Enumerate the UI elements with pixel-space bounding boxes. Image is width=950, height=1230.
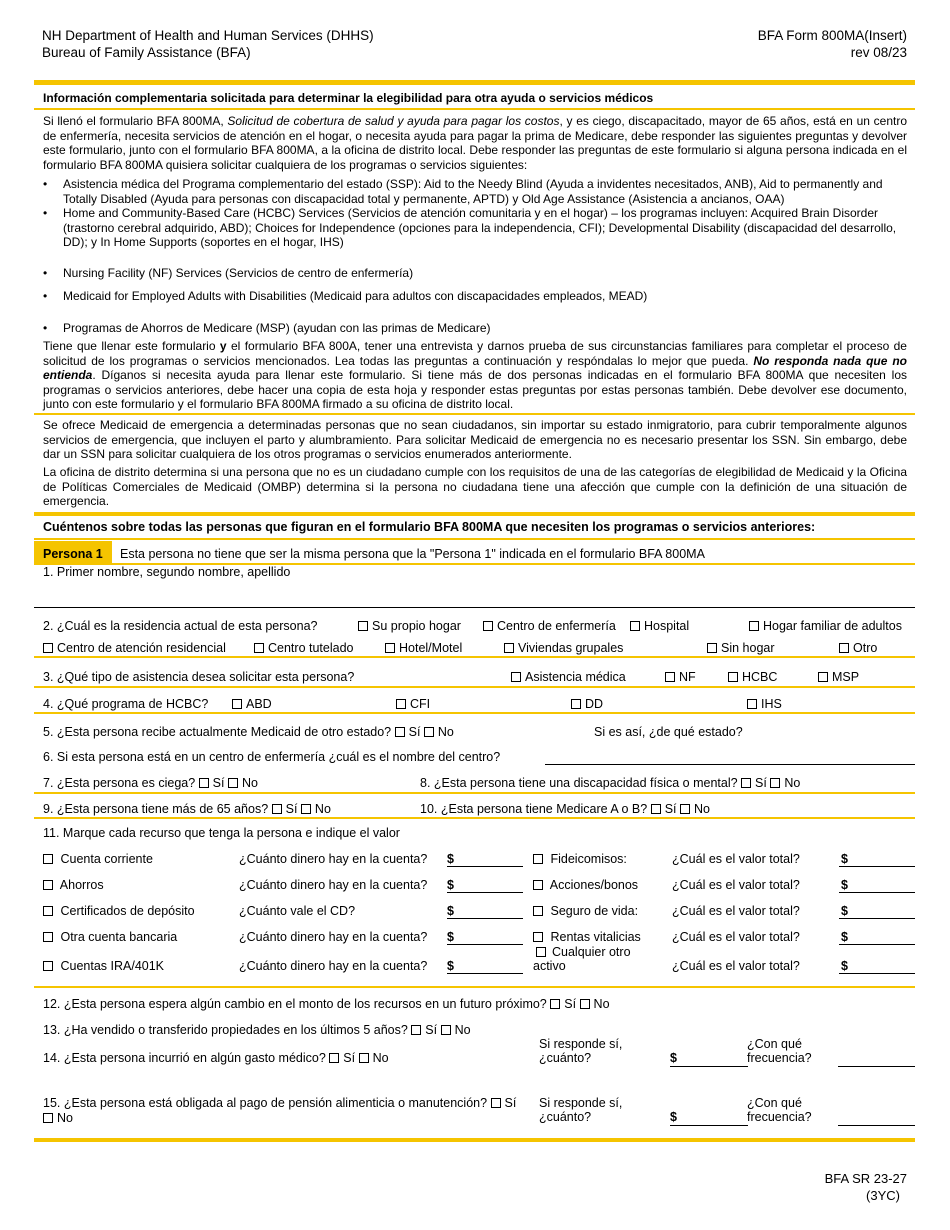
amount-field[interactable]	[447, 892, 523, 893]
property-transfer-question: 13. ¿Ha vendido o transferido propiedades en los últimos 5 años? Sí No	[43, 1023, 471, 1037]
divider	[34, 712, 915, 714]
checkbox[interactable]	[232, 699, 242, 709]
yes-checkbox[interactable]	[491, 1098, 501, 1108]
disability-question: 8. ¿Esta persona tiene una discapacidad física o mental? Sí No	[420, 776, 801, 790]
residence-hotel[interactable]: Hotel/Motel	[385, 641, 462, 655]
bureau-name: Bureau of Family Assistance (BFA)	[42, 45, 251, 60]
divider	[34, 986, 915, 988]
resource-checking[interactable]: Cuenta corriente	[43, 852, 153, 866]
form-number: BFA Form 800MA(Insert)	[757, 28, 907, 43]
divider	[34, 817, 915, 819]
amount-field[interactable]	[447, 973, 523, 974]
checkbox[interactable]	[749, 621, 759, 631]
no-checkbox[interactable]	[301, 804, 311, 814]
residence-hospital[interactable]: Hospital	[630, 619, 689, 633]
footer-code: BFA SR 23-27	[824, 1171, 907, 1186]
checkbox[interactable]	[483, 621, 493, 631]
facility-name-field[interactable]	[545, 764, 915, 765]
assistance-hcbc[interactable]: HCBC	[728, 670, 777, 684]
how-much-label: Si responde sí, ¿cuánto?	[539, 1037, 623, 1065]
resource-question: ¿Cuánto dinero hay en la cuenta?	[239, 959, 428, 973]
dollar-sign: $	[447, 878, 454, 892]
age-question: 9. ¿Esta persona tiene más de 65 años? Sí No	[43, 802, 331, 816]
divider	[34, 607, 915, 608]
residence-assisted[interactable]: Centro tutelado	[254, 641, 353, 655]
instructions-paragraph: Tiene que llenar este formulario y el formulario BFA 800A, tener una entrevista y darnos prueba de sus circunstancias familiares para completar el proceso de solicitud de los programas o servicios mencionados. Lea todas las preguntas a continuación y respóndalas lo mejor que pueda. No responda nada que no entienda. Díganos si necesita ayuda para llenar este formulario. Si tiene más de dos personas indicadas en el formulario BFA 800MA que necesiten los programas o servicios anteriores, debe hacer una copia de esta hoja y responder estas preguntas por estas personas también. Debe devolver ese documento, junto con este formulario y el formulario BFA 800MA firmado a su oficina de distrito local.	[43, 339, 907, 412]
yes-checkbox[interactable]	[651, 804, 661, 814]
other-state-question: 5. ¿Esta persona recibe actualmente Medicaid de otro estado? Sí No	[43, 725, 454, 739]
amount-field[interactable]	[447, 866, 523, 867]
amount-field[interactable]	[839, 918, 915, 919]
yes-checkbox[interactable]	[741, 778, 751, 788]
person-note: Esta persona no tiene que ser la misma persona que la "Persona 1" indicada en el formulario BFA 800MA	[120, 547, 705, 561]
checkbox[interactable]	[396, 699, 406, 709]
section-title: Cuéntenos sobre todas las personas que figuran en el formulario BFA 800MA que necesiten los programas o servicios anteriores:	[43, 520, 816, 534]
amount-field[interactable]	[670, 1125, 748, 1126]
dollar-sign: $	[841, 878, 848, 892]
frequency-label: ¿Con qué frecuencia?	[747, 1096, 812, 1124]
checkbox[interactable]	[511, 672, 521, 682]
support-obligation-question: 15. ¿Esta persona está obligada al pago de pensión alimenticia o manutención? Sí No	[43, 1096, 517, 1125]
divider	[34, 686, 915, 688]
yes-checkbox[interactable]	[272, 804, 282, 814]
divider	[34, 512, 915, 516]
name-field[interactable]	[43, 580, 903, 606]
form-revision: rev 08/23	[850, 45, 907, 60]
checkbox[interactable]	[533, 906, 543, 916]
resource-ira[interactable]: Cuentas IRA/401K	[43, 959, 164, 973]
checkbox[interactable]	[839, 643, 849, 653]
frequency-field[interactable]	[838, 1125, 915, 1126]
frequency-field[interactable]	[838, 1066, 915, 1067]
medicare-question: 10. ¿Esta persona tiene Medicare A o B? Sí No	[420, 802, 710, 816]
divider	[34, 1138, 915, 1142]
yes-checkbox[interactable]	[411, 1025, 421, 1035]
amount-field[interactable]	[839, 944, 915, 945]
divider	[34, 792, 915, 794]
assistance-msp[interactable]: MSP	[818, 670, 859, 684]
dollar-sign: $	[841, 904, 848, 918]
how-much-label: Si responde sí, ¿cuánto?	[539, 1096, 623, 1124]
checkbox[interactable]	[630, 621, 640, 631]
amount-field[interactable]	[447, 918, 523, 919]
assistance-medical[interactable]: Asistencia médica	[511, 670, 626, 684]
no-checkbox[interactable]	[43, 1113, 53, 1123]
checkbox[interactable]	[254, 643, 264, 653]
checkbox[interactable]	[707, 643, 717, 653]
yes-checkbox[interactable]	[550, 999, 560, 1009]
dollar-sign: $	[670, 1110, 677, 1124]
residence-other[interactable]: Otro	[839, 641, 877, 655]
checkbox[interactable]	[358, 621, 368, 631]
checkbox[interactable]	[665, 672, 675, 682]
resource-trusts[interactable]: Fideicomisos:	[533, 852, 627, 866]
divider	[34, 656, 915, 658]
amount-field[interactable]	[839, 973, 915, 974]
checkbox[interactable]	[728, 672, 738, 682]
dollar-sign: $	[447, 904, 454, 918]
checkbox[interactable]	[571, 699, 581, 709]
hcbc-cfi[interactable]: CFI	[396, 697, 430, 711]
resource-question: ¿Cuánto vale el CD?	[239, 904, 356, 918]
no-checkbox[interactable]	[580, 999, 590, 1009]
hcbc-question: 4. ¿Qué programa de HCBC?	[43, 697, 209, 711]
no-checkbox[interactable]	[770, 778, 780, 788]
amount-field[interactable]	[447, 944, 523, 945]
residence-question: 2. ¿Cuál es la residencia actual de esta persona?	[43, 619, 318, 633]
resource-question: ¿Cuánto dinero hay en la cuenta?	[239, 878, 428, 892]
dollar-sign: $	[841, 930, 848, 944]
resource-savings[interactable]: Ahorros	[43, 878, 104, 892]
checkbox[interactable]	[43, 854, 53, 864]
residence-residential-care[interactable]: Centro de atención residencial	[43, 641, 226, 655]
person-tab-label: Persona 1	[43, 547, 103, 561]
no-checkbox[interactable]	[680, 804, 690, 814]
no-checkbox[interactable]	[424, 727, 434, 737]
yes-checkbox[interactable]	[329, 1053, 339, 1063]
blind-question: 7. ¿Esta persona es ciega? Sí No	[43, 776, 258, 790]
resource-question: ¿Cuál es el valor total?	[672, 852, 800, 866]
divider	[34, 538, 915, 540]
resource-question: ¿Cuál es el valor total?	[672, 959, 800, 973]
checkbox[interactable]	[43, 880, 53, 890]
assistance-question: 3. ¿Qué tipo de asistencia desea solicitar esta persona?	[43, 670, 355, 684]
resource-cd[interactable]: Certificados de depósito	[43, 904, 195, 918]
assistance-nf[interactable]: NF	[665, 670, 696, 684]
resource-life-insurance[interactable]: Seguro de vida:	[533, 904, 638, 918]
page-title: Información complementaria solicitada para determinar la elegibilidad para otra ayuda o servicios médicos	[43, 91, 654, 105]
residence-nursing[interactable]: Centro de enfermería	[483, 619, 616, 633]
hcbc-dd[interactable]: DD	[571, 697, 603, 711]
checkbox[interactable]	[533, 932, 543, 942]
amount-field[interactable]	[839, 892, 915, 893]
resource-annuities[interactable]: Rentas vitalicias	[533, 930, 641, 944]
residence-group-housing[interactable]: Viviendas grupales	[504, 641, 623, 655]
hcbc-ihs[interactable]: IHS	[747, 697, 782, 711]
intro-paragraph: Si llenó el formulario BFA 800MA, Solicitud de cobertura de salud y ayuda para pagar los costos, y es ciego, discapacitado, mayor de 65 años, está en un centro de enfermería, necesita servicios de atención en el hogar, o necesita ayuda para pagar la prima de Medicare, debe responder las siguientes preguntas y devolver este formulario, junto con el formulario BFA 800MA, a la oficina de distrito local. Debe responder las preguntas de este formulario si alguna persona indicada en el formulario BFA 800MA quisiera solicitar cualquiera de los programas o servicios siguientes:	[43, 114, 907, 172]
name-field-label: 1. Primer nombre, segundo nombre, apellido	[43, 565, 291, 579]
residence-homeless[interactable]: Sin hogar	[707, 641, 775, 655]
resource-other-bank[interactable]: Otra cuenta bancaria	[43, 930, 177, 944]
resource-question: ¿Cuál es el valor total?	[672, 878, 800, 892]
eligibility-paragraph: La oficina de distrito determina si una persona que no es un ciudadano cumple con los requisitos de una de las categorías de elegibilidad de Medicaid y la Oficina de Políticas Comerciales de Medicaid (OMBP) determina si la persona no ciudadana tiene una afección que cumple con la definición de una situación de emergencia.	[43, 465, 907, 509]
checkbox[interactable]	[43, 906, 53, 916]
dollar-sign: $	[841, 959, 848, 973]
resource-question: ¿Cuánto dinero hay en la cuenta?	[239, 852, 428, 866]
medical-expense-question: 14. ¿Esta persona incurrió en algún gasto médico? Sí No	[43, 1051, 389, 1065]
no-checkbox[interactable]	[228, 778, 238, 788]
which-state-label: Si es así, ¿de qué estado?	[594, 725, 743, 739]
agency-name: NH Department of Health and Human Services (DHHS)	[42, 28, 374, 43]
dollar-sign: $	[447, 930, 454, 944]
frequency-label: ¿Con qué frecuencia?	[747, 1037, 812, 1065]
divider	[34, 108, 915, 110]
resource-change-question: 12. ¿Esta persona espera algún cambio en el monto de los recursos en un futuro próximo? Sí No	[43, 997, 610, 1011]
hcbc-abd[interactable]: ABD	[232, 697, 272, 711]
footer-sub: (3YC)	[866, 1188, 900, 1203]
emergency-medicaid-paragraph: Se ofrece Medicaid de emergencia a determinadas personas que no sean ciudadanos, sin importar su estado inmigratorio, para cubrir temporalmente algunos servicios de emergencia, que incluyen el parto y alumbramiento. Para solicitar Medicaid de emergencia no es necesario presentar los SSN. Sin embargo, debe dar un SSN para solicitar cualquiera de los otros programas o servicios enumerados anteriormente.	[43, 418, 907, 462]
divider	[34, 413, 915, 415]
amount-field[interactable]	[839, 866, 915, 867]
resource-other-asset[interactable]: Cualquier otro activo	[533, 945, 631, 973]
checkbox[interactable]	[533, 880, 543, 890]
resource-question: ¿Cuál es el valor total?	[672, 904, 800, 918]
dollar-sign: $	[670, 1051, 677, 1065]
checkbox[interactable]	[533, 854, 543, 864]
no-checkbox[interactable]	[441, 1025, 451, 1035]
yes-checkbox[interactable]	[395, 727, 405, 737]
facility-name-question: 6. Si esta persona está en un centro de enfermería ¿cuál es el nombre del centro?	[43, 750, 501, 764]
amount-field[interactable]	[670, 1066, 748, 1067]
checkbox[interactable]	[43, 643, 53, 653]
dollar-sign: $	[447, 959, 454, 973]
resource-stocks[interactable]: Acciones/bonos	[533, 878, 638, 892]
no-checkbox[interactable]	[359, 1053, 369, 1063]
checkbox[interactable]	[43, 961, 53, 971]
dollar-sign: $	[447, 852, 454, 866]
dollar-sign: $	[841, 852, 848, 866]
divider	[34, 80, 915, 85]
residence-adult-family-home[interactable]: Hogar familiar de adultos	[749, 619, 902, 633]
resource-question: ¿Cuánto dinero hay en la cuenta?	[239, 930, 428, 944]
checkbox[interactable]	[385, 643, 395, 653]
checkbox[interactable]	[504, 643, 514, 653]
resources-question: 11. Marque cada recurso que tenga la persona e indique el valor	[43, 826, 400, 840]
checkbox[interactable]	[43, 932, 53, 942]
checkbox[interactable]	[818, 672, 828, 682]
residence-own-home[interactable]: Su propio hogar	[358, 619, 461, 633]
yes-checkbox[interactable]	[199, 778, 209, 788]
checkbox[interactable]	[536, 947, 546, 957]
checkbox[interactable]	[747, 699, 757, 709]
resource-question: ¿Cuál es el valor total?	[672, 930, 800, 944]
